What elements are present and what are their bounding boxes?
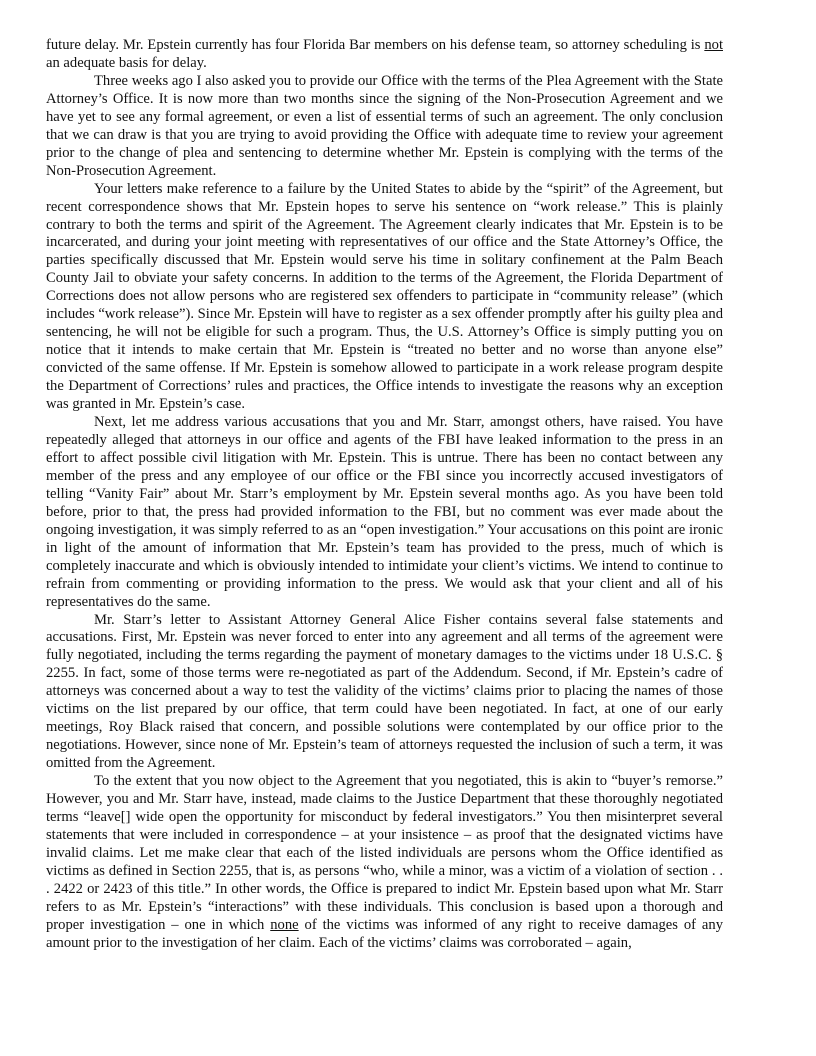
paragraph-2: Three weeks ago I also asked you to provide our Office with the terms of the Plea Agreement with the State Attorney’s Office. It is now more than two months since the signing of the Non-Prosecution Agreement and we have yet to see any formal agreement, or even a list of essential terms of such an agreement. The only conclusion that we can draw is that you are trying to avoid providing the Office with adequate time to review your agreement prior to the change of plea and sentencing to determine whether Mr. Epstein is complying with the terms of the Non-Prosecution Agreement. (46, 72, 723, 179)
paragraph-3: Your letters make reference to a failure by the United States to abide by the “spirit” of the Agreement, but recent correspondence shows that Mr. Epstein hopes to serve his sentence on “work release.” This is plainly contrary to both the terms and spirit of the Agreement. The Agreement clearly indicates that Mr. Epstein is to be incarcerated, and during your joint meeting with representatives of our office and the State Attorney’s Office, the parties specifically discussed that Mr. Epstein would serve his time in solitary confinement at the Palm Beach County Jail to obviate your safety concerns. In addition to the terms of the Agreement, the Florida Department of Corrections does not allow persons who are registered sex offenders to participate in “community release” (which includes “work release”). Since Mr. Epstein will have to register as a sex offender promptly after his guilty plea and sentencing, he will not be eligible for such a program. Thus, the U.S. Attorney’s Office is simply putting you on notice that it intends to make certain that Mr. Epstein is “treated no better and no worse than anyone else” convicted of the same offense. If Mr. Epstein is somehow allowed to participate in a work release program despite the Department of Corrections’ rules and practices, the Office intends to investigate the reasons why an exception was granted in Mr. Epstein’s case. (46, 180, 723, 413)
paragraph-6: To the extent that you now object to the Agreement that you negotiated, this is akin to “buyer’s remorse.” However, you and Mr. Starr have, instead, made claims to the Justice Department that these thoroughly negotiated terms “leave[] wide open the opportunity for misconduct by federal investigators.” You then misinterpret several statements that were included in correspondence – at your insistence – as proof that the designated victims have invalid claims. Let me make clear that each of the listed individuals are persons whom the Office identified as victims as defined in Section 2255, that is, as persons “who, while a minor, was a victim of a violation of section . . . 2422 or 2423 of this title.” In other words, the Office is prepared to indict Mr. Epstein based upon what Mr. Starr refers to as Mr. Epstein’s “interactions” with these individuals. This conclusion is based upon a thorough and proper investigation – one in which none of the victims was informed of any right to receive damages of any amount prior to the investigation of her claim. Each of the victims’ claims was corroborated – again, (46, 773, 723, 951)
underlined-not: not (704, 37, 723, 53)
letter-body (46, 37, 723, 953)
paragraph-1: future delay. Mr. Epstein currently has four Florida Bar members on his defense team, so attorney scheduling is not an adequate basis for delay. (46, 37, 723, 71)
paragraph-5: Mr. Starr’s letter to Assistant Attorney General Alice Fisher contains several false statements and accusations. First, Mr. Epstein was never forced to enter into any agreement and all terms of the agreement were fully negotiated, including the terms regarding the payment of monetary damages to the victims under 18 U.S.C. § 2255. In fact, some of those terms were re-negotiated as part of the Addendum. Second, if Mr. Epstein’s cadre of attorneys was concerned about a way to test the validity of the victims’ claims prior to placing the names of those victims on the list prepared by our office, that term could have been negotiated. In fact, at one of our early meetings, Roy Black raised that concern, and possible solutions were contemplated by our office prior to the negotiations. However, since none of Mr. Epstein’s team of attorneys requested the inclusion of such a term, it was omitted from the Agreement. (46, 611, 723, 772)
underlined-none: none (270, 916, 299, 933)
paragraph-4: Next, let me address various accusations that you and Mr. Starr, amongst others, have raised. You have repeatedly alleged that attorneys in our office and agents of the FBI have leaked information to the press in an effort to affect possible civil litigation with Mr. Epstein. This is untrue. There has been no contact between any member of the press and any employee of our office or the FBI since you incorrectly accused investigators of telling “Vanity Fair” about Mr. Starr’s employment by Mr. Epstein several months ago. As you have been told before, prior to that, the press had provided information to the FBI, but no comment was ever made about the ongoing investigation, it was simply referred to as an “open investigation.” Your accusations on this point are ironic in light of the amount of information that Mr. Epstein’s team has provided to the press, much of which is completely inaccurate and which is obviously intended to intimidate your client’s victims. We intend to continue to refrain from commenting or providing information to the press. We would ask that your client and all of his representatives do the same. (46, 414, 723, 610)
